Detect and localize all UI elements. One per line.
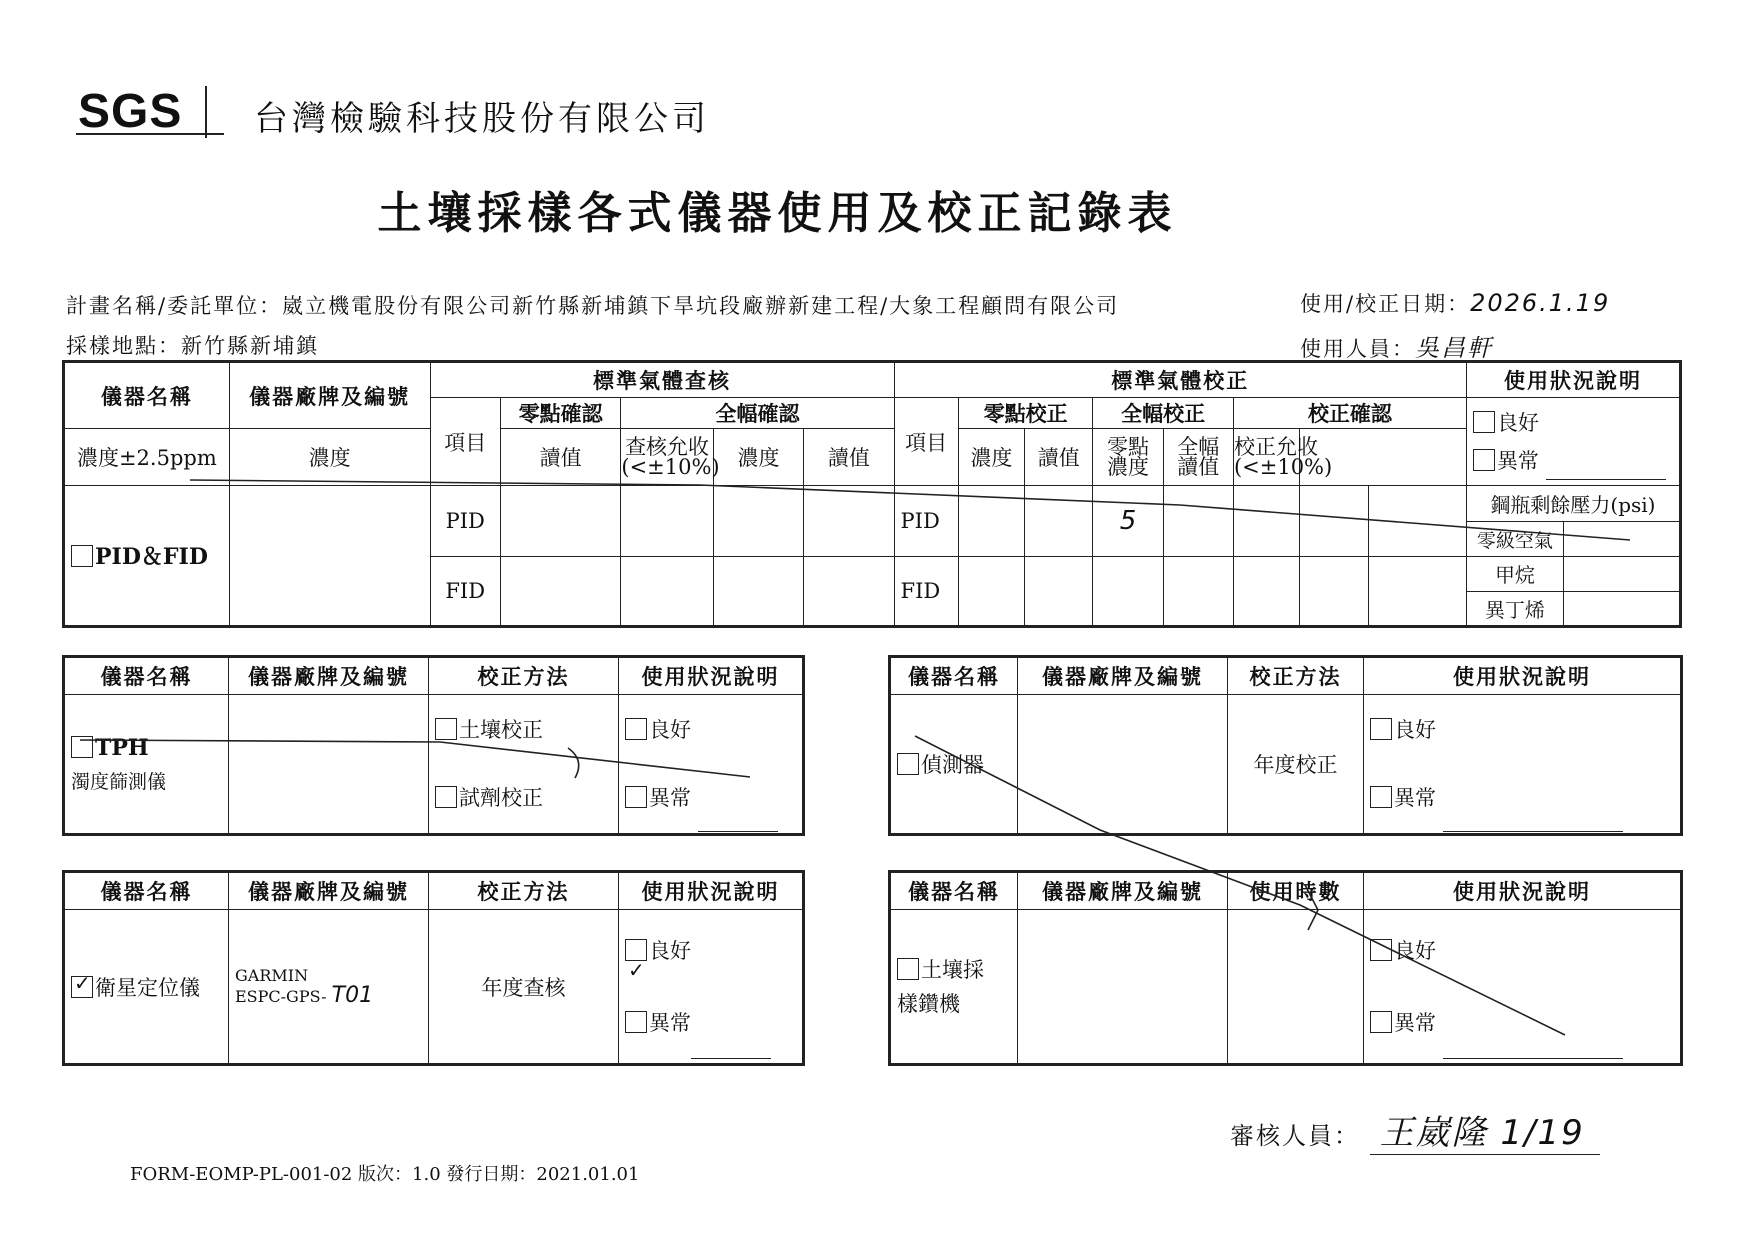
gas-isobutylene-label: 異丁烯 — [1467, 591, 1564, 625]
col-instrument-name: 儀器名稱 — [890, 872, 1018, 910]
detector-table — [888, 655, 1683, 836]
abnormal-checkbox[interactable] — [625, 786, 647, 808]
drill-status-cell — [1364, 910, 1682, 1065]
company-name: 台灣檢驗科技股份有限公司 — [254, 99, 710, 139]
status-good-option[interactable] — [1370, 915, 1680, 987]
col-brand-number: 儀器廠牌及編號 — [1018, 657, 1228, 695]
tph-sublabel: 濁度篩測儀 — [71, 770, 167, 793]
col-usage-status: 使用狀況說明 — [619, 657, 804, 695]
user-line — [1300, 328, 1493, 363]
col-calib-concentration: 濃度 — [713, 429, 803, 486]
date-line — [1300, 288, 1610, 318]
gas-row-zero-air — [1466, 522, 1680, 557]
location-label: 採樣地點： — [66, 334, 181, 358]
pid-cell[interactable] — [1300, 486, 1368, 557]
pid-cell[interactable] — [1233, 486, 1299, 557]
col-brand-number: 儀器廠牌及編號 — [229, 872, 429, 910]
col-calib-method: 校正方法 — [429, 872, 619, 910]
good-checkbox[interactable]: ✓ — [625, 939, 647, 961]
method-reagent-option[interactable] — [435, 764, 618, 832]
col-usage-status: 使用狀況說明 — [1364, 872, 1682, 910]
user-label: 使用人員： — [1300, 337, 1415, 361]
col-brand-number: 儀器廠牌及編號 — [229, 362, 430, 429]
pid-fid-instrument[interactable] — [64, 486, 230, 627]
col-instrument-name: 儀器名稱 — [64, 657, 229, 695]
drill-label-2: 樣鑽機 — [897, 991, 960, 1016]
pid-status-cell — [1466, 398, 1680, 486]
gps-checkbox[interactable]: ✓ — [71, 976, 93, 998]
good-label: 良好 — [649, 718, 691, 742]
col-zero-calib: 零點校正 — [958, 398, 1093, 429]
pid-cell[interactable] — [621, 486, 713, 557]
fid-cell[interactable] — [621, 557, 713, 627]
row-pid-calib-label: PID — [894, 486, 958, 557]
soil-calib-label: 土壤校正 — [459, 718, 543, 742]
tph-method-cell — [429, 695, 619, 835]
gps-status-cell — [619, 910, 804, 1065]
good-checkbox[interactable] — [1473, 411, 1495, 433]
fid-cell[interactable] — [1368, 557, 1466, 627]
abnormal-checkbox[interactable] — [625, 1011, 647, 1033]
col-calib-tolerance: 校正允收 (<±10%) — [1233, 429, 1299, 486]
fid-cell[interactable] — [1300, 557, 1368, 627]
user-value: 吳昌軒 — [1415, 334, 1493, 362]
abnormal-label: 異常 — [1496, 448, 1539, 473]
fid-cell[interactable] — [1025, 557, 1093, 627]
page-title: 土壤採樣各式儀器使用及校正記錄表 — [377, 188, 1178, 239]
abnormal-checkbox[interactable] — [1473, 449, 1495, 471]
location-line — [66, 330, 319, 360]
abnormal-label: 異常 — [1394, 1010, 1436, 1035]
drill-instrument[interactable] — [890, 910, 1018, 1065]
gps-serial-handwritten: T01 — [331, 983, 374, 1008]
status-abnormal-option[interactable] — [1473, 442, 1679, 480]
col-item-calib: 項目 — [894, 398, 958, 486]
status-good-option[interactable] — [625, 915, 802, 987]
gps-brand-cell[interactable] — [229, 910, 429, 1065]
col-zero-confirm: 零點確認 — [500, 398, 621, 429]
abnormal-checkbox[interactable] — [1370, 786, 1392, 808]
pid-cell[interactable] — [1025, 486, 1093, 557]
gas-rows-lower — [1466, 557, 1680, 627]
reviewer-signature[interactable] — [1370, 1105, 1600, 1155]
gas-zero-air-value[interactable] — [1563, 522, 1679, 556]
col-usage-hours: 使用時數 — [1228, 872, 1364, 910]
gps-instrument[interactable] — [64, 910, 229, 1065]
gas-isobutylene-value[interactable] — [1563, 591, 1679, 625]
form-footer: FORM-EOMP-PL-001-02 版次：1.0 發行日期：2021.01.01 — [130, 1164, 640, 1185]
fid-cell[interactable] — [1093, 557, 1163, 627]
tph-table — [62, 655, 805, 836]
good-checkbox[interactable] — [1370, 939, 1392, 961]
gas-zero-air-label: 零級空氣 — [1467, 522, 1564, 556]
col-brand-number: 儀器廠牌及編號 — [1018, 872, 1228, 910]
col-zero-conc: 零點 濃度 — [1093, 429, 1163, 486]
col-instrument-name: 儀器名稱 — [64, 362, 230, 429]
logo-underline — [76, 133, 224, 135]
tph-status-cell — [619, 695, 804, 835]
detector-status-cell — [1364, 695, 1682, 835]
tph-brand-cell[interactable] — [229, 695, 429, 835]
sgs-logo: SGS — [78, 85, 183, 138]
pid-cell[interactable] — [804, 486, 894, 557]
status-abnormal-option[interactable] — [625, 764, 802, 832]
fid-cell[interactable] — [713, 557, 803, 627]
pid-cell[interactable] — [713, 486, 803, 557]
status-good-option[interactable] — [1473, 404, 1679, 442]
date-value: 2026.1.19 — [1470, 289, 1611, 317]
date-label: 使用/校正日期： — [1300, 292, 1471, 316]
col-span-reading: 讀值 — [1025, 429, 1093, 486]
col-instrument-name: 儀器名稱 — [64, 872, 229, 910]
drill-table — [888, 870, 1683, 1066]
tph-instrument[interactable] — [64, 695, 229, 835]
col-item: 項目 — [430, 398, 500, 486]
col-reading: 讀值 — [500, 429, 621, 486]
col-calib-method: 校正方法 — [1228, 657, 1364, 695]
location-value: 新竹縣新埔鎮 — [181, 334, 319, 358]
project-value: 崴立機電股份有限公司新竹縣新埔鎮下旱坑段廠辦新建工程/大象工程顧問有限公司 — [282, 294, 1120, 318]
gps-brand-name: GARMIN — [235, 966, 309, 985]
group-standard-gas-calibration: 標準氣體校正 — [894, 362, 1466, 398]
pid-fid-brand-cell[interactable] — [229, 486, 430, 627]
col-concentration: 濃度 — [229, 429, 430, 486]
reviewer-label: 審核人員： — [1230, 1122, 1360, 1150]
gps-table — [62, 870, 805, 1066]
fid-cell[interactable] — [1233, 557, 1299, 627]
gps-label: 衛星定位儀 — [95, 975, 200, 1000]
good-label: 良好 — [1394, 938, 1436, 963]
drill-label-1: 土壤採 — [921, 957, 984, 982]
row-fid-calib-label: FID — [894, 557, 958, 627]
pid-fid-table — [62, 360, 1682, 628]
status-abnormal-option[interactable] — [625, 987, 802, 1059]
gas-methane-label: 甲烷 — [1467, 557, 1564, 591]
col-span-read: 全幅 讀值 — [1163, 429, 1233, 486]
pid-fid-label: PID＆FID — [95, 544, 208, 570]
good-label: 良好 — [1394, 718, 1436, 742]
abnormal-label: 異常 — [649, 786, 691, 810]
drill-brand-cell[interactable] — [1018, 910, 1228, 1065]
gps-serial-prefix: ESPC-GPS- — [235, 987, 327, 1006]
reviewer-line — [1230, 1105, 1600, 1155]
pid-cell[interactable] — [1368, 486, 1466, 557]
col-check-tolerance: 查核允收 (<±10%) — [621, 429, 713, 486]
cylinder-pressure-label: 鋼瓶剩餘壓力(psi) — [1466, 486, 1680, 522]
fid-cell[interactable] — [1163, 557, 1233, 627]
signature-date: 1/19 — [1500, 1113, 1585, 1153]
reagent-calib-checkbox[interactable] — [435, 786, 457, 808]
fid-cell[interactable] — [804, 557, 894, 627]
abnormal-checkbox[interactable] — [1370, 1011, 1392, 1033]
tph-label: TPH — [95, 734, 149, 761]
method-soil-option[interactable] — [435, 696, 618, 764]
pid-fid-checkbox[interactable] — [71, 545, 93, 567]
col-brand-number: 儀器廠牌及編號 — [229, 657, 429, 695]
group-standard-gas-check: 標準氣體查核 — [430, 362, 894, 398]
row-pid-label: PID — [430, 486, 500, 557]
logo-divider — [205, 86, 207, 138]
status-good-option[interactable] — [625, 696, 802, 764]
fid-cell[interactable] — [500, 557, 621, 627]
col-instrument-name: 儀器名稱 — [890, 657, 1018, 695]
detector-method: 年度校正 — [1228, 695, 1364, 835]
signature-text: 王崴隆 — [1379, 1113, 1488, 1153]
project-label: 計畫名稱/委託單位： — [66, 294, 283, 318]
gps-method: 年度查核 — [429, 910, 619, 1065]
pid-cell[interactable] — [958, 486, 1024, 557]
project-line — [66, 290, 1119, 320]
drill-checkbox[interactable] — [897, 958, 919, 980]
detector-instrument[interactable] — [890, 695, 1018, 835]
col-span-concentration: 濃度 — [958, 429, 1024, 486]
good-label: 良好 — [649, 938, 691, 963]
good-checkbox[interactable] — [625, 718, 647, 740]
col-usage-status: 使用狀況說明 — [1466, 362, 1680, 398]
col-calib-confirm: 校正確認 — [1233, 398, 1466, 429]
pid-cell[interactable] — [1163, 486, 1233, 557]
detector-label: 偵測器 — [921, 753, 984, 777]
good-checkbox[interactable] — [1370, 718, 1392, 740]
reagent-calib-label: 試劑校正 — [459, 786, 543, 810]
col-conc-tolerance: 濃度±2.5ppm — [64, 429, 230, 486]
abnormal-label: 異常 — [649, 1010, 691, 1035]
abnormal-label: 異常 — [1394, 786, 1436, 810]
detector-checkbox[interactable] — [897, 753, 919, 775]
detector-brand-cell[interactable] — [1018, 695, 1228, 835]
gas-methane-value[interactable] — [1563, 557, 1679, 591]
pid-cell[interactable] — [500, 486, 621, 557]
col-usage-status: 使用狀況說明 — [619, 872, 804, 910]
good-label: 良好 — [1496, 410, 1539, 435]
pid-span-conc-cell[interactable]: 5 — [1093, 486, 1163, 557]
col-span-confirm: 全幅確認 — [621, 398, 894, 429]
status-abnormal-option[interactable] — [1370, 764, 1680, 832]
col-span-calib: 全幅校正 — [1093, 398, 1234, 429]
fid-cell[interactable] — [958, 557, 1024, 627]
status-abnormal-option[interactable] — [1370, 987, 1680, 1059]
col-calib-method: 校正方法 — [429, 657, 619, 695]
row-fid-label: FID — [430, 557, 500, 627]
col-calib-reading: 讀值 — [804, 429, 894, 486]
col-usage-status: 使用狀況說明 — [1364, 657, 1682, 695]
status-good-option[interactable] — [1370, 696, 1680, 764]
drill-hours-cell[interactable] — [1228, 910, 1364, 1065]
tph-checkbox[interactable] — [71, 736, 93, 758]
soil-calib-checkbox[interactable] — [435, 718, 457, 740]
